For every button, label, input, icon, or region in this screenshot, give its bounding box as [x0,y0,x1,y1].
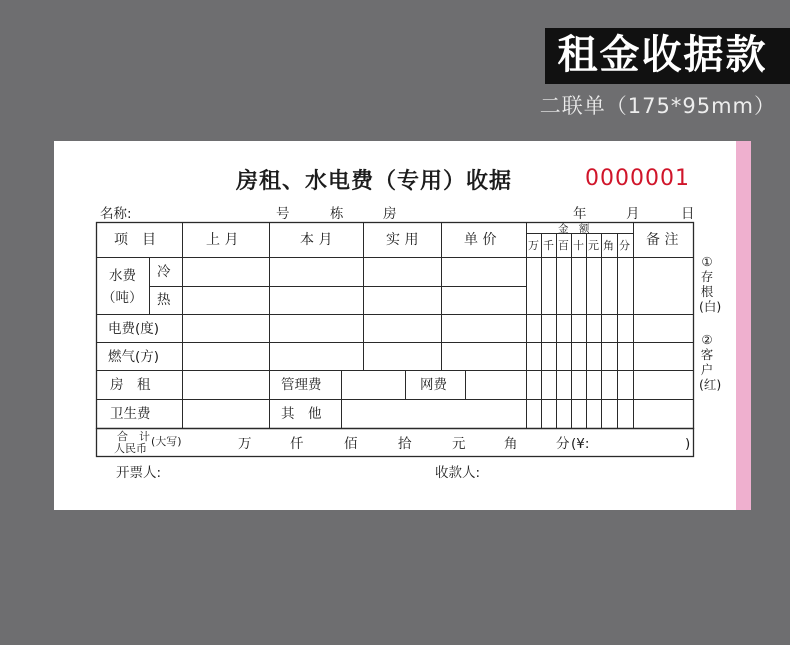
number-label: 号 [276,206,290,222]
copy-stub-note: ①存根(白) [699,254,722,314]
receipt-title: 房租、水电费（专用）收据 [236,169,513,194]
row-water-unit: （吨） [102,290,143,306]
copy-customer-note: ②客户(红) [699,332,722,392]
row-internet-fee: 网费 [420,377,447,393]
building-label: 栋 [330,206,344,222]
col-amount: 金 额 [558,223,590,235]
row-water: 水费 [109,268,136,284]
total-currency-open: (¥: [571,436,590,452]
room-label: 房 [383,206,397,222]
row-other: 其 他 [281,406,322,422]
row-cold: 冷 [157,264,171,280]
col-last-month: 上 月 [206,232,239,248]
col-item: 项 目 [114,232,156,248]
total-unit-qian: 仟 [290,436,304,452]
row-gas: 燃气(方) [108,349,160,365]
total-label-top: 合 计 [117,430,150,443]
year-label: 年 [573,206,587,222]
unit-yuan: 元 [588,239,599,252]
row-electricity: 电费(度) [108,321,160,337]
day-label: 日 [681,206,695,222]
name-label: 名称: [100,206,132,222]
col-unit-price: 单 价 [464,232,497,248]
unit-shi: 十 [573,239,584,252]
total-unit-jiao: 角 [504,436,518,452]
serial-number: 0000001 [585,166,690,191]
month-label: 月 [626,206,640,222]
total-currency-close: ) [685,436,691,452]
total-unit-shi: 拾 [398,436,412,452]
row-hot: 热 [157,292,171,308]
unit-bai: 百 [558,239,569,252]
product-title: 租金收据款 [557,32,768,78]
col-actual: 实 用 [386,232,419,248]
unit-fen: 分 [619,239,630,252]
col-this-month: 本 月 [300,232,333,248]
total-unit-wan: 万 [238,436,252,452]
total-unit-fen: 分 [556,436,570,452]
product-subtitle: 二联单（175*95mm） [539,94,776,118]
col-remark: 备 注 [646,232,679,248]
row-management-fee: 管理费 [281,377,322,393]
unit-jiao: 角 [603,239,614,252]
issuer-label: 开票人: [116,465,162,481]
total-unit-bai: 佰 [344,436,358,452]
row-sanitation: 卫生费 [110,406,151,422]
row-rent: 房 租 [110,377,151,393]
total-unit-yuan: 元 [452,436,466,452]
total-label-bottom: 人民币 [114,442,147,455]
unit-wan: 万 [528,239,539,252]
unit-qian: 千 [543,239,554,252]
payee-label: 收款人: [435,465,481,481]
total-capital: (大写) [151,435,182,448]
